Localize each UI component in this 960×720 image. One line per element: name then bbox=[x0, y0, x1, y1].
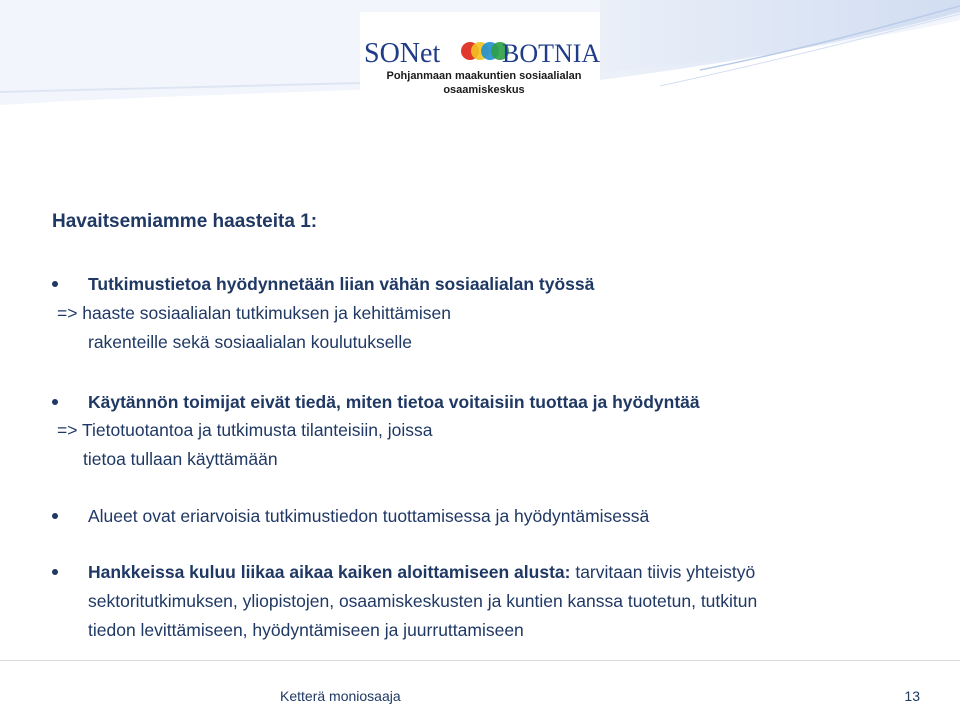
bullet-1-text: Tutkimustietoa hyödynnetään liian vähän sosiaalialan työssä bbox=[88, 274, 595, 294]
bullet-1-continuation-2: rakenteille sekä sosiaalialan koulutukselle bbox=[88, 332, 412, 352]
bullet-2-continuation-1: => Tietotuotantoa ja tutkimusta tilanteisiin, joissa bbox=[57, 420, 433, 440]
bullet-3-text: Alueet ovat eriarvoisia tutkimustiedon tuottamisessa ja hyödyntämisessä bbox=[88, 506, 650, 526]
bullet-4-rest-text: tarvitaan tiivis yhteistyö bbox=[570, 562, 756, 582]
logo-wordmark bbox=[364, 30, 600, 70]
bullet-4-continuation-1: sektoritutkimuksen, yliopistojen, osaamiskeskusten ja kuntien kanssa tuotetun, tutkitun bbox=[88, 591, 758, 611]
bullet-4-continuation-2: tiedon levittämiseen, hyödyntämiseen ja juurruttamiseen bbox=[88, 620, 524, 640]
slide-title: Havaitsemiamme haasteita 1: bbox=[52, 211, 318, 232]
bullet-1-continuation-1: => haaste sosiaalialan tutkimuksen ja kehittämisen bbox=[57, 303, 451, 323]
bullet-dot-icon bbox=[52, 513, 58, 519]
bullet-2-continuation-2: tietoa tullaan käyttämään bbox=[83, 449, 278, 469]
sonet-botnia-logo bbox=[360, 12, 600, 100]
bullet-4-text bbox=[88, 558, 755, 587]
bullet-dot-icon bbox=[52, 281, 58, 287]
logo-subtitle-line2: osaamiskeskus bbox=[443, 84, 525, 96]
logo-botnia-text: BOTNIA bbox=[502, 39, 600, 68]
footer-divider bbox=[0, 660, 960, 661]
logo-so-text: SONet bbox=[364, 38, 441, 69]
bullet-4-bold-text: Hankkeissa kuluu liikaa aikaa kaiken aloittamiseen alusta: bbox=[88, 562, 571, 582]
logo-subtitle-line1: Pohjanmaan maakuntien sosiaalialan bbox=[386, 70, 582, 82]
footer-label: Ketterä moniosaaja bbox=[280, 688, 401, 704]
logo-subtitle bbox=[374, 69, 594, 97]
bullet-dot-icon bbox=[52, 399, 58, 405]
bullet-2-text: Käytännön toimijat eivät tiedä, miten tietoa voitaisiin tuottaa ja hyödyntää bbox=[88, 392, 700, 412]
bullet-dot-icon bbox=[52, 569, 58, 575]
page-number: 13 bbox=[904, 688, 920, 704]
